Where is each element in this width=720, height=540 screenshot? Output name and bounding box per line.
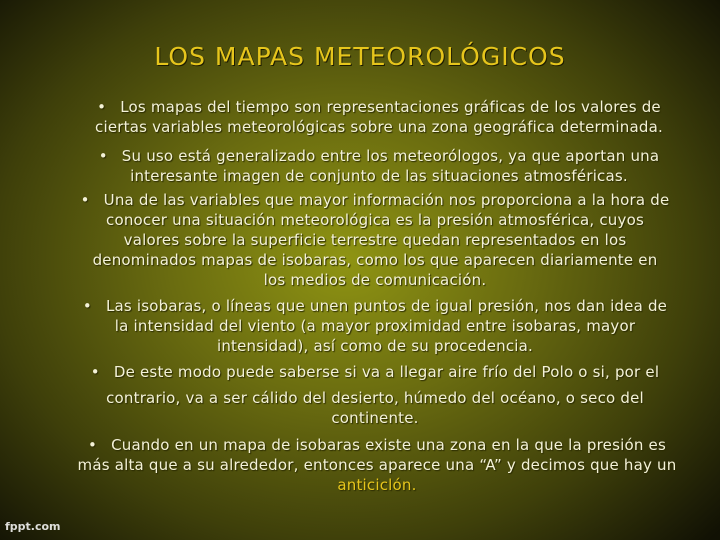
bullet-paragraph-3 <box>60 190 690 290</box>
bullet-text-rest: contrario, va a ser cálido del desierto, húmedo del océano, o seco del continente. <box>106 389 644 427</box>
bullet-paragraph-4 <box>60 296 690 356</box>
bullet-text-line1: Las isobaras, o líneas que unen puntos de igual presión, nos dan idea de <box>105 297 668 315</box>
bullet-text-rest: ciertas variables meteorológicas sobre una zona geográfica determinada. <box>95 118 663 136</box>
bullet-paragraph-1 <box>66 97 692 137</box>
bullet-marker: • <box>97 98 107 116</box>
bullet-paragraph-5 <box>60 362 690 428</box>
highlight-term: anticiclón <box>337 476 412 494</box>
bullet-text-rest: conocer una situación meteorológica es la presión atmosférica, cuyos valores sobre la superficie terrestre quedan representados en los denominados mapas de isobaras, como los que aparecen diariamente en los medios de comunicación. <box>92 211 658 289</box>
bullet-marker: • <box>88 436 98 454</box>
bullet-paragraph-2 <box>66 146 692 186</box>
bullet-text-line1: Los mapas del tiempo son representaciones gráficas de los valores de <box>120 98 661 116</box>
bullet-text-rest: interesante imagen de conjunto de las situaciones atmosféricas. <box>130 167 628 185</box>
bullet-paragraph-6 <box>62 435 692 495</box>
bullet-text-rest: más alta que a su alrededor, entonces aparece una “A” y decimos que hay un <box>77 456 677 474</box>
bullet-text-line1: Su uso está generalizado entre los meteorólogos, ya que aportan una <box>121 147 660 165</box>
bullet-marker: • <box>98 147 108 165</box>
bullet-text-line1: Cuando en un mapa de isobaras existe una zona en la que la presión es <box>111 436 666 454</box>
slide-title: LOS MAPAS METEOROLÓGICOS <box>154 42 566 71</box>
bullet-text-rest: la intensidad del viento (a mayor proximidad entre isobaras, mayor intensidad), así como de su procedencia. <box>114 317 636 355</box>
footer-watermark: fppt.com <box>5 520 61 533</box>
bullet-marker: • <box>82 297 92 315</box>
bullet-text-end: . <box>411 476 417 494</box>
bullet-marker: • <box>80 191 90 209</box>
bullet-marker: • <box>90 363 100 381</box>
bullet-text-line1: Una de las variables que mayor información nos proporciona a la hora de <box>103 191 670 209</box>
bullet-text-line1: De este modo puede saberse si va a llegar aire frío del Polo o si, por el <box>113 363 660 381</box>
